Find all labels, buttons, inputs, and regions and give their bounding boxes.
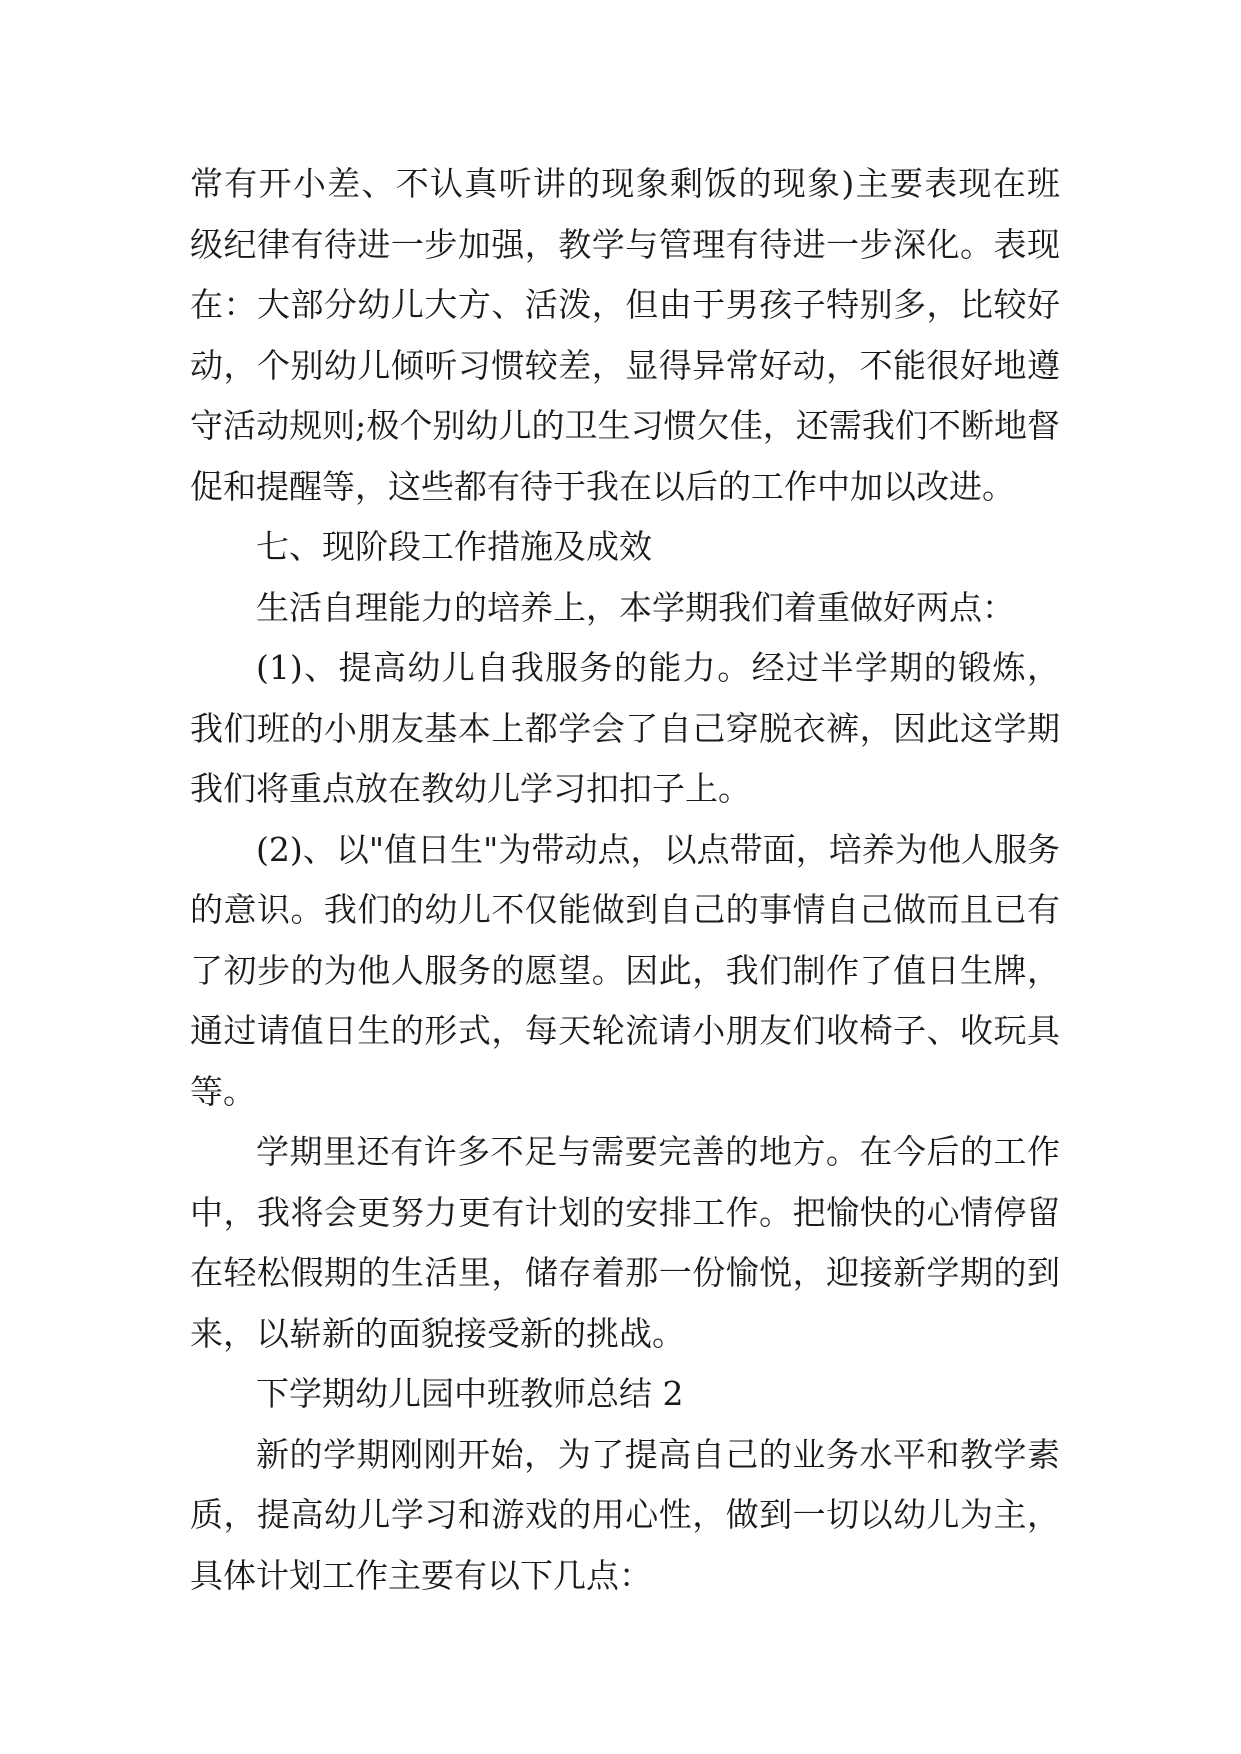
paragraph-point-2: (2)、以"值日生"为带动点，以点带面，培养为他人服务的意识。我们的幼儿不仅能做到自己的事情自己做而且已有了初步的为他人服务的愿望。因此，我们制作了值日生牌，通过请值日生的形式，每天轮流请小朋友们收椅子、收玩具等。: [190, 829, 1060, 1111]
paragraph-closing: 学期里还有许多不足与需要完善的地方。在今后的工作中，我将会更努力更有计划的安排工作。把愉快的心情停留在轻松假期的生活里，储存着那一份愉悦，迎接新学期的到来，以崭新的面貌接受新的挑战。: [190, 1132, 1060, 1353]
paragraph-point-1: (1)、提高幼儿自我服务的能力。经过半学期的锻炼，我们班的小朋友基本上都学会了自己穿脱衣裤，因此这学期我们将重点放在教幼儿学习扣扣子上。: [190, 648, 1060, 808]
paragraph-continuation: 常有开小差、不认真听讲的现象剩饭的现象)主要表现在班级纪律有待进一步加强，教学与管理有待进一步深化。表现在：大部分幼儿大方、活泼，但由于男孩子特别多，比较好动，个别幼儿倾听习惯较差，显得异常好动，不能很好地遵守活动规则;极个别幼儿的卫生习惯欠佳，还需我们不断地督促和提醒等，这些都有待于我在以后的工作中加以改进。: [190, 164, 1060, 506]
section-title-summary-2: 下学期幼儿园中班教师总结 2: [256, 1374, 684, 1413]
section-heading-measures: 七、现阶段工作措施及成效: [256, 527, 652, 566]
paragraph-summary-2-intro: 新的学期刚刚开始，为了提高自己的业务水平和教学素质，提高幼儿学习和游戏的用心性，做到一切以幼儿为主，具体计划工作主要有以下几点：: [190, 1434, 1060, 1595]
document-body: [190, 154, 1060, 1606]
paragraph-self-care-intro: 生活自理能力的培养上，本学期我们着重做好两点：: [256, 587, 1015, 627]
